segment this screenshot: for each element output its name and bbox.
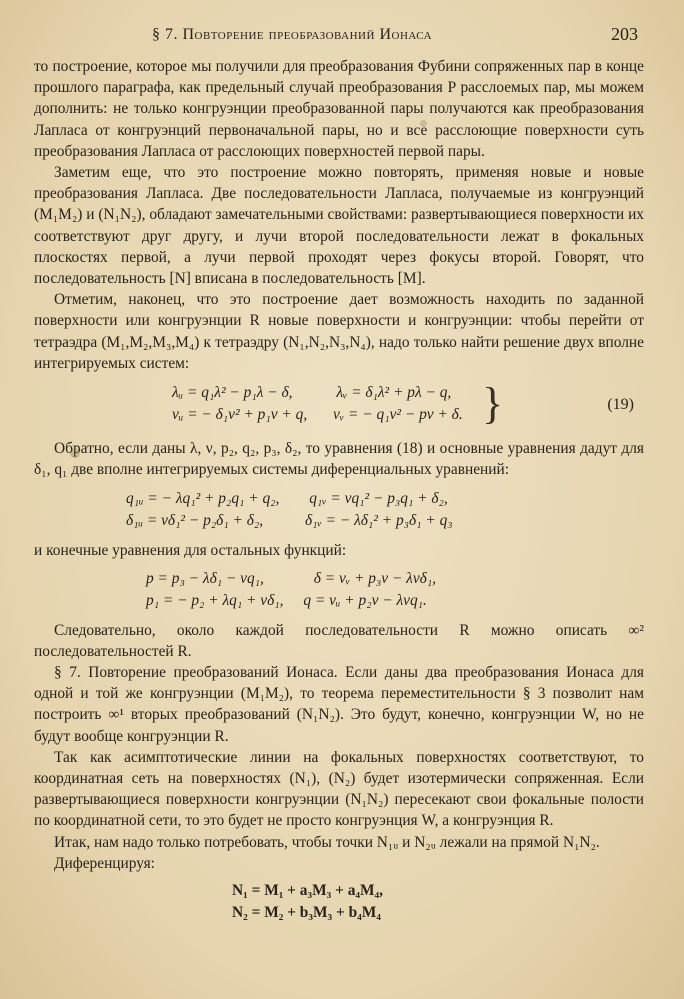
right-brace: } [482,379,504,429]
sysB-line2-right: q = νᵤ + p₂ν − λνq₁. [303,591,427,609]
header-title: § 7. Повторение преобразований Ионаса [152,26,433,43]
paragraph-9: Итак, нам надо только потребовать, чтобы точки N₁ᵤ и N₂ᵤ лежали на прямой N₁N₂. [54,833,600,851]
paragraph-1: то построение, которое мы получили для преобразования Фубини сопряженных пар в конце прошлого параграфа, как предельный случай преобразования P расслоемых пар, мы можем дополнить: не только конгруэнции преобразованной пары получаются как преобразования Лапласа от конгруэнций первоначальной пары, но и все расслоющие поверхности суть преобразования Лапласа от расслоющих поверхностей первой пары. [34,58,644,160]
sysA-line2-right: δ₁ᵥ = − λδ₁² + p₃δ₁ + q₃ [304,512,453,530]
paragraph-8: Так как асимптотические линии на фокальных поверхностях соответствуют, то координатная сеть на поверхностях (N₁), (N₂) будет изотермически сопряженная. Если развертывающиеся поверхности конгруэнции (N₁N₂) пересекают свои фокальные полости по координатной сети, то это будет не просто конгруэнция W, а конгруэнция R. [34,748,644,830]
equation-system-differential [34,488,644,532]
equation-number: (19) [607,396,634,414]
eq19-line1-left: λᵤ = q₁λ² − p₁λ − δ, [172,384,293,402]
paragraph-10: Диференцируя: [54,854,155,872]
paragraph-7: § 7. Повторение преобразований Ионаса. Если даны два преобразования Ионаса для одной и той же конгруэнции (M₁M₂), то теорема переместительности § 3 позволит нам построить ∞¹ вторых преобразований (N₁N₂). Это будут, конечно, конгруэнции W, но не будут вообще конгруэнции R. [34,664,644,745]
eq19-line2-right: νᵥ = − q₁ν² − pν + δ. [333,406,463,424]
sysA-line2-left: δ₁ᵤ = νδ₁² − p₂δ₁ + δ₂, [126,512,264,530]
paper-stain [420,120,427,127]
sysA-line1-left: q₁ᵤ = − λq₁² + p₂q₁ + q₂, [126,490,280,508]
eq19-line1-right: λᵥ = δ₁λ² + pλ − q, [336,384,452,402]
sysB-line1-left: p = p₃ − λδ₁ − νq₁, [146,569,264,587]
final-line2: N₂ = M₂ + b₃M₃ + b₄M₄ [232,904,381,922]
equation-system-19 [34,379,644,429]
paragraph-4: Обратно, если даны λ, ν, p₂, q₂, p₃, δ₂, то уравнения (18) и основные уравнения дадут для δ₁, q₁ две вполне интегрируемых системы диференциальных уравнений: [34,440,644,479]
equation-system-finite [34,568,644,612]
paragraph-3: Отметим, наконец, что это построение дает возможность находить по заданной поверхности или конгруэнции R новые поверхности и конгруэнции: чтобы перейти от тетраэдра (M₁,M₂,M₃,M₄) к тетраэдру (N₁,N₂,N₃,N₄), надо только найти решение двух вполне интегрируемых систем: [34,291,644,372]
sysA-line1-right: q₁ᵥ = νq₁² − p₃q₁ + δ₂, [309,490,448,508]
sysB-line1-right: δ = νᵥ + p₃ν − λνδ₁, [313,569,437,587]
equation-final [34,880,644,924]
page-number: 203 [611,24,638,44]
paper-stain [70,448,80,458]
paragraph-5: и конечные уравнения для остальных функций: [34,542,347,560]
eq19-line2-left: νᵤ = − δ₁ν² + p₁ν + q, [172,406,308,424]
sysB-line2-left: p₁ = − p₂ + λq₁ + νδ₁, [146,591,284,609]
final-line1: N₁ = M₁ + a₃M₃ + a₄M₄, [232,882,384,900]
running-header [34,22,644,56]
paragraph-6: Следовательно, около каждой последовательности R можно описать ∞² последовательностей R. [34,621,644,660]
paragraph-2: Заметим еще, что это построение можно повторять, применяя новые и новые преобразования Лапласа. Две последовательности Лапласа, получаемые из конгруэнций (M₁M₂) и (N₁N₂), обладают замечательными свойствами: развертывающиеся поверхности их соответствуют друг другу, и лучи второй последовательности лежат в фокальных плоскостях первой, а лучи первой проходят через фокусы второй. Говорят, что последовательность [N] вписана в последовательность [M]. [34,164,644,288]
